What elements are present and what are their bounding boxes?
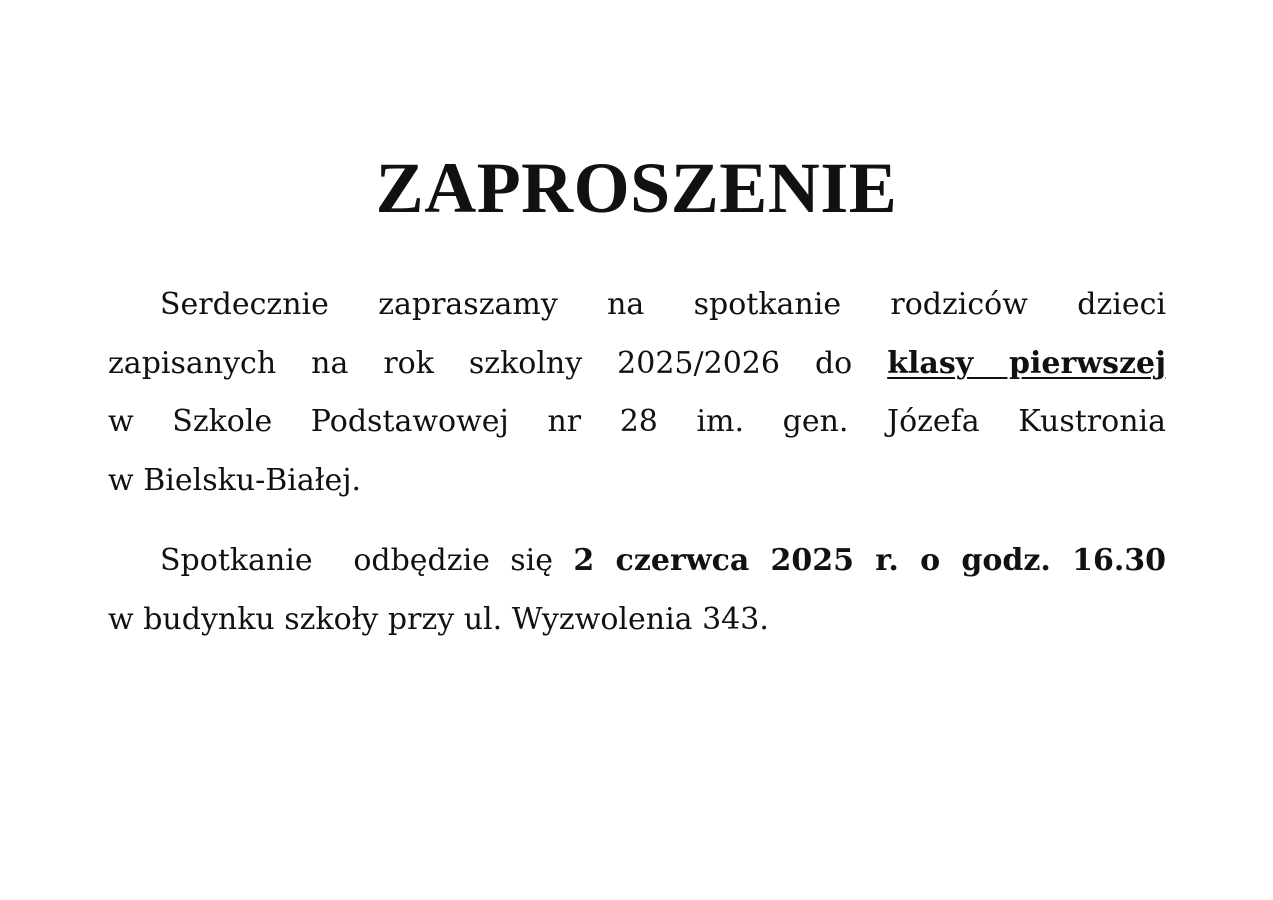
- paragraph-line: [108, 532, 1166, 591]
- paragraph1-line1: Serdecznie zapraszamy na spotkanie rodziców dzieci: [160, 287, 1166, 322]
- paragraph-line: [108, 276, 1166, 335]
- paragraph1-line4: w Bielsku-Białej.: [108, 462, 362, 498]
- paragraph-line: [108, 393, 1166, 452]
- invitation-paragraph: [108, 276, 1166, 510]
- paragraph1-line3: w Szkole Podstawowej nr 28 im. gen. Józefa Kustronia: [108, 404, 1166, 439]
- date-emphasis: 2 czerwca 2025 r. o godz. 16.30: [573, 543, 1167, 578]
- paragraph-line: [108, 591, 1166, 650]
- paragraph2-line2: w budynku szkoły przy ul. Wyzwolenia 343.: [108, 601, 769, 637]
- meeting-paragraph: [108, 532, 1166, 649]
- paragraph1-line2-text: zapisanych na rok szkolny 2025/2026 do: [108, 345, 853, 381]
- paragraph-line: [108, 452, 1166, 511]
- paragraph-line: [108, 335, 1166, 394]
- class-emphasis: klasy pierwszej: [887, 345, 1166, 381]
- document-title: ZAPROSZENIE: [375, 148, 898, 228]
- paragraph2-line1-text: Spotkanie odbędzie się: [160, 543, 554, 578]
